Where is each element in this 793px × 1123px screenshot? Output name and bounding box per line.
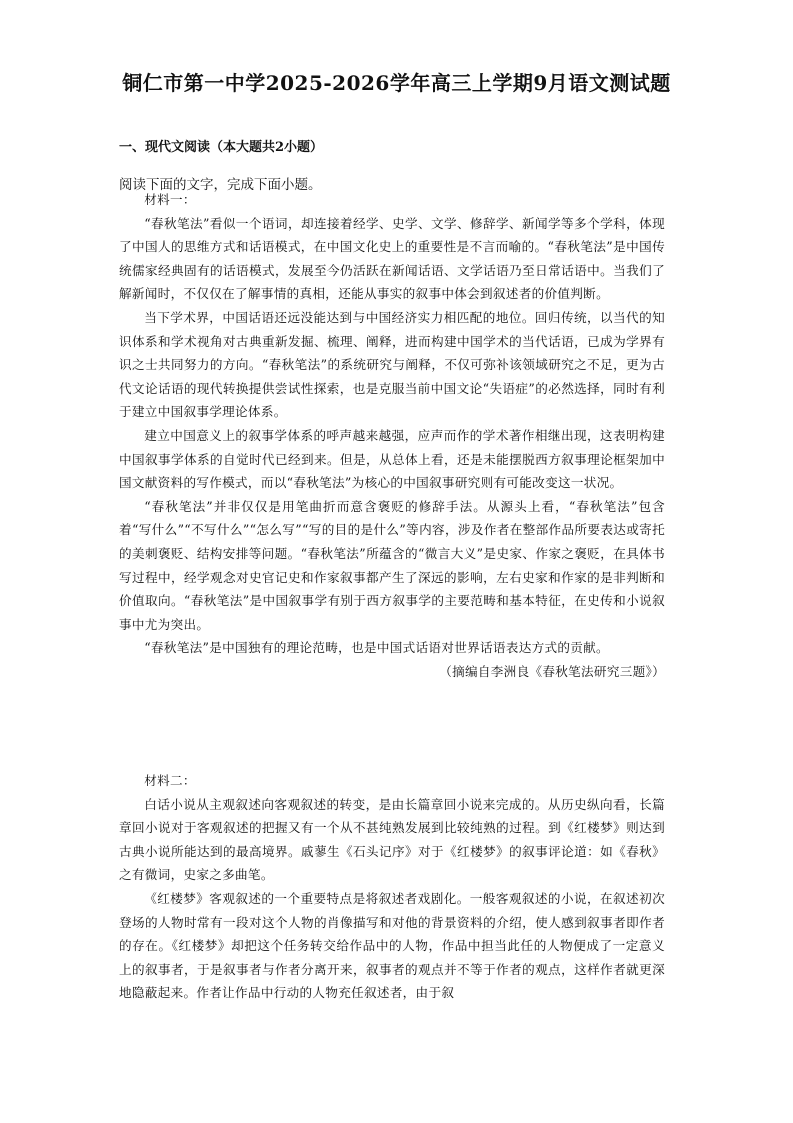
- material-one-paragraph-1: “春秋笔法”看似一个语词，却连接着经学、史学、文学、修辞学、新闻学等多个学科，体现了中国人的思维方式和话语模式，在中国文化史上的重要性是不言而喻的。“春秋笔法”是中国传统儒家经典固有的话语模式，发展至今仍活跃在新闻话语、文学话语乃至日常话语中。当我们了解新闻时，不仅仅在了解事情的真相，还能从事实的叙事中体会到叙述者的价值判断。: [119, 215, 665, 302]
- material-one-label: 材料一：: [144, 192, 196, 207]
- section-heading: 一、现代文阅读（本大题共2小题）: [119, 140, 324, 155]
- material-one-paragraph-3: 建立中国意义上的叙事学体系的呼声越来越强，应声而作的学术著作相继出现，这表明构建中国叙事学体系的自觉时代已经到来。但是，从总体上看，还是未能摆脱西方叙事理论框架加中国文献资料的写作模式，而以“春秋笔法”为核心的中国叙事研究则有可能改变这一状况。: [119, 427, 665, 491]
- material-one-paragraph-4: “春秋笔法”并非仅仅是用笔曲折而意含褒贬的修辞手法。从源头上看，“春秋笔法”包含着“写什么”“不写什么”“怎么写”“写的目的是什么”等内容，涉及作者在整部作品所要表达或寄托的美刺褒贬、结构安排等问题。“春秋笔法”所蕴含的“微言大义”是史家、作家之褒贬，在具体书写过程中，经学观念对史官记史和作家叙事都产生了深远的影响，左右史家和作家的是非判断和价值取向。“春秋笔法”是中国叙事学有别于西方叙事学的主要范畴和基本特征，在史传和小说叙事中尤为突出。: [119, 498, 665, 632]
- material-one: [119, 188, 665, 683]
- material-one-paragraph-2: 当下学术界，中国话语还远没能达到与中国经济实力相匹配的地位。回归传统，以当代的知识体系和学术视角对古典重新发掘、梳理、阐释，进而构建中国学术的当代话语，已成为学界有识之士共同努力的方向。“春秋笔法”的系统研究与阐释，不仅可弥补该领域研究之不足，更为古代文论话语的现代转换提供尝试性探索，也是克服当前中国文论“失语症”的必然选择，同时有利于建立中国叙事学理论体系。: [119, 309, 665, 420]
- material-one-source: （摘编自李洲良《春秋笔法研究三题》）: [439, 663, 665, 679]
- document-title: 铜仁市第一中学2025-2026学年高三上学期9月语文测试题: [122, 71, 671, 95]
- material-two-paragraph-1: 白话小说从主观叙述向客观叙述的转变，是由长篇章回小说来完成的。从历史纵向看，长篇章回小说对于客观叙述的把握又有一个从不甚纯熟发展到比较纯熟的过程。到《红楼梦》则达到古典小说所能达到的最高境界。戚蓼生《石头记序》对于《红楼梦》的叙事评论道：如《春秋》之有微词，史家之多曲笔。: [119, 796, 665, 883]
- reading-instruction: 阅读下面的文字，完成下面小题。: [119, 177, 322, 193]
- material-two: [119, 769, 665, 1005]
- material-one-paragraph-5: “春秋笔法”是中国独有的理论范畴，也是中国式话语对世界话语表达方式的贡献。: [144, 640, 609, 656]
- material-two-paragraph-2: 《红楼梦》客观叙述的一个重要特点是将叙述者戏剧化。一般客观叙述的小说，在叙述初次登场的人物时常有一段对这个人物的肖像描写和对他的背景资料的介绍，使人感到叙事者即作者的存在。《红楼梦》却把这个任务转交给作品中的人物，作品中担当此任的人物便成了一定意义上的叙事者，于是叙事者与作者分离开来，叙事者的观点并不等于作者的观点，这样作者就更深地隐蔽起来。作者让作品中行动的人物充任叙述者，由于叙: [119, 890, 665, 1001]
- material-two-label: 材料二：: [144, 773, 196, 788]
